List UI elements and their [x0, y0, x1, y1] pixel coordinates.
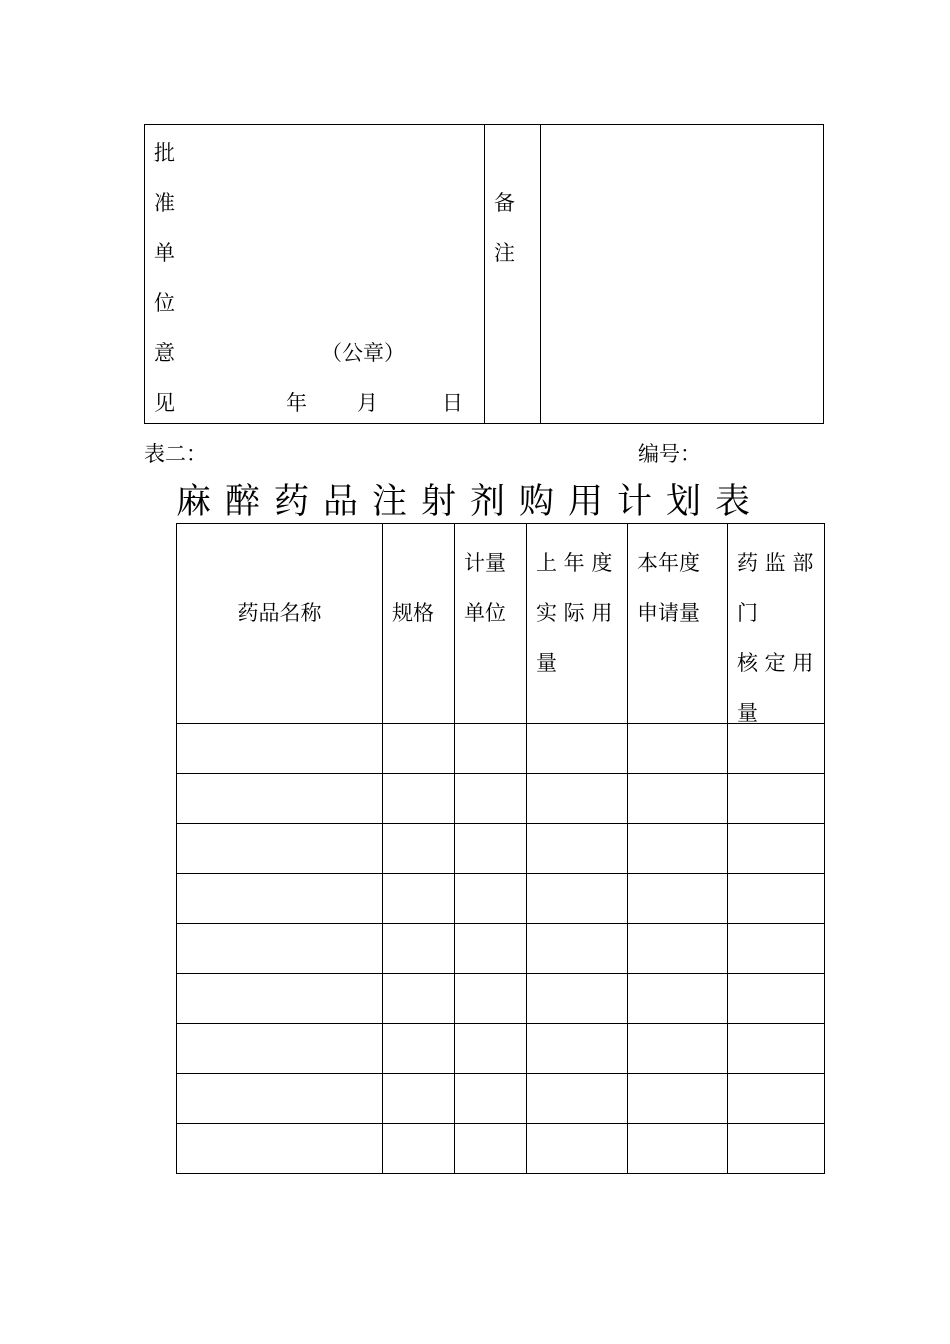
- header-this-year-line: 申请量: [637, 601, 700, 625]
- table-row: [177, 724, 825, 774]
- date-day-label: 日: [442, 391, 463, 415]
- cell-spec: [383, 724, 455, 774]
- cell-unit: [455, 824, 527, 874]
- table-row: [177, 824, 825, 874]
- header-spec: [383, 524, 455, 724]
- approver-label-char: 见: [154, 391, 175, 415]
- cell-last-year-usage: [527, 1074, 628, 1124]
- header-last-year-line: 量: [536, 651, 557, 675]
- approver-label-char: 意: [154, 341, 175, 365]
- cell-this-year-request: [628, 824, 728, 874]
- cell-this-year-request: [628, 874, 728, 924]
- table-number-label: 表二：: [144, 442, 207, 466]
- cell-drug-name: [177, 1024, 383, 1074]
- header-last-year-usage: [527, 524, 628, 724]
- date-month-label: 月: [357, 391, 378, 415]
- cell-approved-amount: [728, 1124, 825, 1174]
- approver-label-char: 位: [154, 291, 175, 315]
- remarks-label-char: 注: [494, 241, 515, 265]
- table-row: [177, 924, 825, 974]
- cell-this-year-request: [628, 1024, 728, 1074]
- cell-drug-name: [177, 774, 383, 824]
- cell-this-year-request: [628, 924, 728, 974]
- cell-spec: [383, 774, 455, 824]
- header-approved-line: 量: [737, 701, 758, 725]
- page-title: 麻醉药品注射剂购用计划表: [176, 482, 765, 522]
- cell-spec: [383, 924, 455, 974]
- cell-spec: [383, 974, 455, 1024]
- cell-this-year-request: [628, 974, 728, 1024]
- approval-table: [144, 124, 824, 424]
- cell-spec: [383, 824, 455, 874]
- cell-unit: [455, 1024, 527, 1074]
- cell-spec: [383, 1124, 455, 1174]
- cell-last-year-usage: [527, 1024, 628, 1074]
- table-row: [177, 1074, 825, 1124]
- cell-unit: [455, 924, 527, 974]
- header-approved-amount: [728, 524, 825, 724]
- cell-unit: [455, 774, 527, 824]
- purchase-plan-table: [176, 523, 825, 1174]
- date-year-label: 年: [286, 391, 307, 415]
- table-row: [177, 774, 825, 824]
- header-this-year-request: [628, 524, 728, 724]
- header-drug-name: [177, 524, 383, 724]
- remarks-label-char: 备: [494, 191, 515, 215]
- cell-unit: [455, 724, 527, 774]
- cell-last-year-usage: [527, 724, 628, 774]
- table-row: [177, 1124, 825, 1174]
- cell-spec: [383, 874, 455, 924]
- header-drug-name-text: 药品名称: [237, 601, 322, 625]
- cell-approved-amount: [728, 1074, 825, 1124]
- cell-unit: [455, 874, 527, 924]
- approver-label-char: 准: [154, 191, 175, 215]
- cell-this-year-request: [628, 1124, 728, 1174]
- header-last-year-line: 实 际 用: [536, 601, 613, 625]
- table-row: [177, 1024, 825, 1074]
- header-unit: [455, 524, 527, 724]
- cell-drug-name: [177, 1124, 383, 1174]
- cell-approved-amount: [728, 924, 825, 974]
- header-this-year-line: 本年度: [637, 551, 700, 575]
- cell-this-year-request: [628, 1074, 728, 1124]
- header-unit-line: 单位: [464, 601, 506, 625]
- cell-unit: [455, 1074, 527, 1124]
- cell-spec: [383, 1074, 455, 1124]
- cell-drug-name: [177, 824, 383, 874]
- seal-label: （公章）: [321, 341, 405, 365]
- serial-number-label: 编号：: [638, 442, 701, 466]
- cell-approved-amount: [728, 1024, 825, 1074]
- cell-drug-name: [177, 974, 383, 1024]
- header-approved-line: 药 监 部: [737, 551, 814, 575]
- table-header-row: [177, 524, 825, 724]
- cell-drug-name: [177, 874, 383, 924]
- cell-approved-amount: [728, 974, 825, 1024]
- cell-approved-amount: [728, 874, 825, 924]
- header-last-year-line: 上 年 度: [536, 551, 613, 575]
- cell-approved-amount: [728, 774, 825, 824]
- cell-last-year-usage: [527, 974, 628, 1024]
- cell-this-year-request: [628, 724, 728, 774]
- approval-divider-1: [484, 125, 485, 423]
- table-row: [177, 874, 825, 924]
- header-approved-line: 门: [737, 601, 758, 625]
- header-approved-line: 核 定 用: [737, 651, 814, 675]
- cell-last-year-usage: [527, 1124, 628, 1174]
- cell-last-year-usage: [527, 874, 628, 924]
- approver-label-char: 单: [154, 241, 175, 265]
- cell-drug-name: [177, 924, 383, 974]
- cell-last-year-usage: [527, 774, 628, 824]
- table-row: [177, 974, 825, 1024]
- cell-drug-name: [177, 724, 383, 774]
- cell-spec: [383, 1024, 455, 1074]
- header-spec-text: 规格: [392, 601, 434, 625]
- cell-approved-amount: [728, 824, 825, 874]
- approver-label-char: 批: [154, 141, 175, 165]
- cell-this-year-request: [628, 774, 728, 824]
- approval-divider-2: [540, 125, 541, 423]
- cell-unit: [455, 1124, 527, 1174]
- cell-drug-name: [177, 1074, 383, 1124]
- cell-last-year-usage: [527, 824, 628, 874]
- cell-unit: [455, 974, 527, 1024]
- header-unit-line: 计量: [464, 551, 506, 575]
- cell-last-year-usage: [527, 924, 628, 974]
